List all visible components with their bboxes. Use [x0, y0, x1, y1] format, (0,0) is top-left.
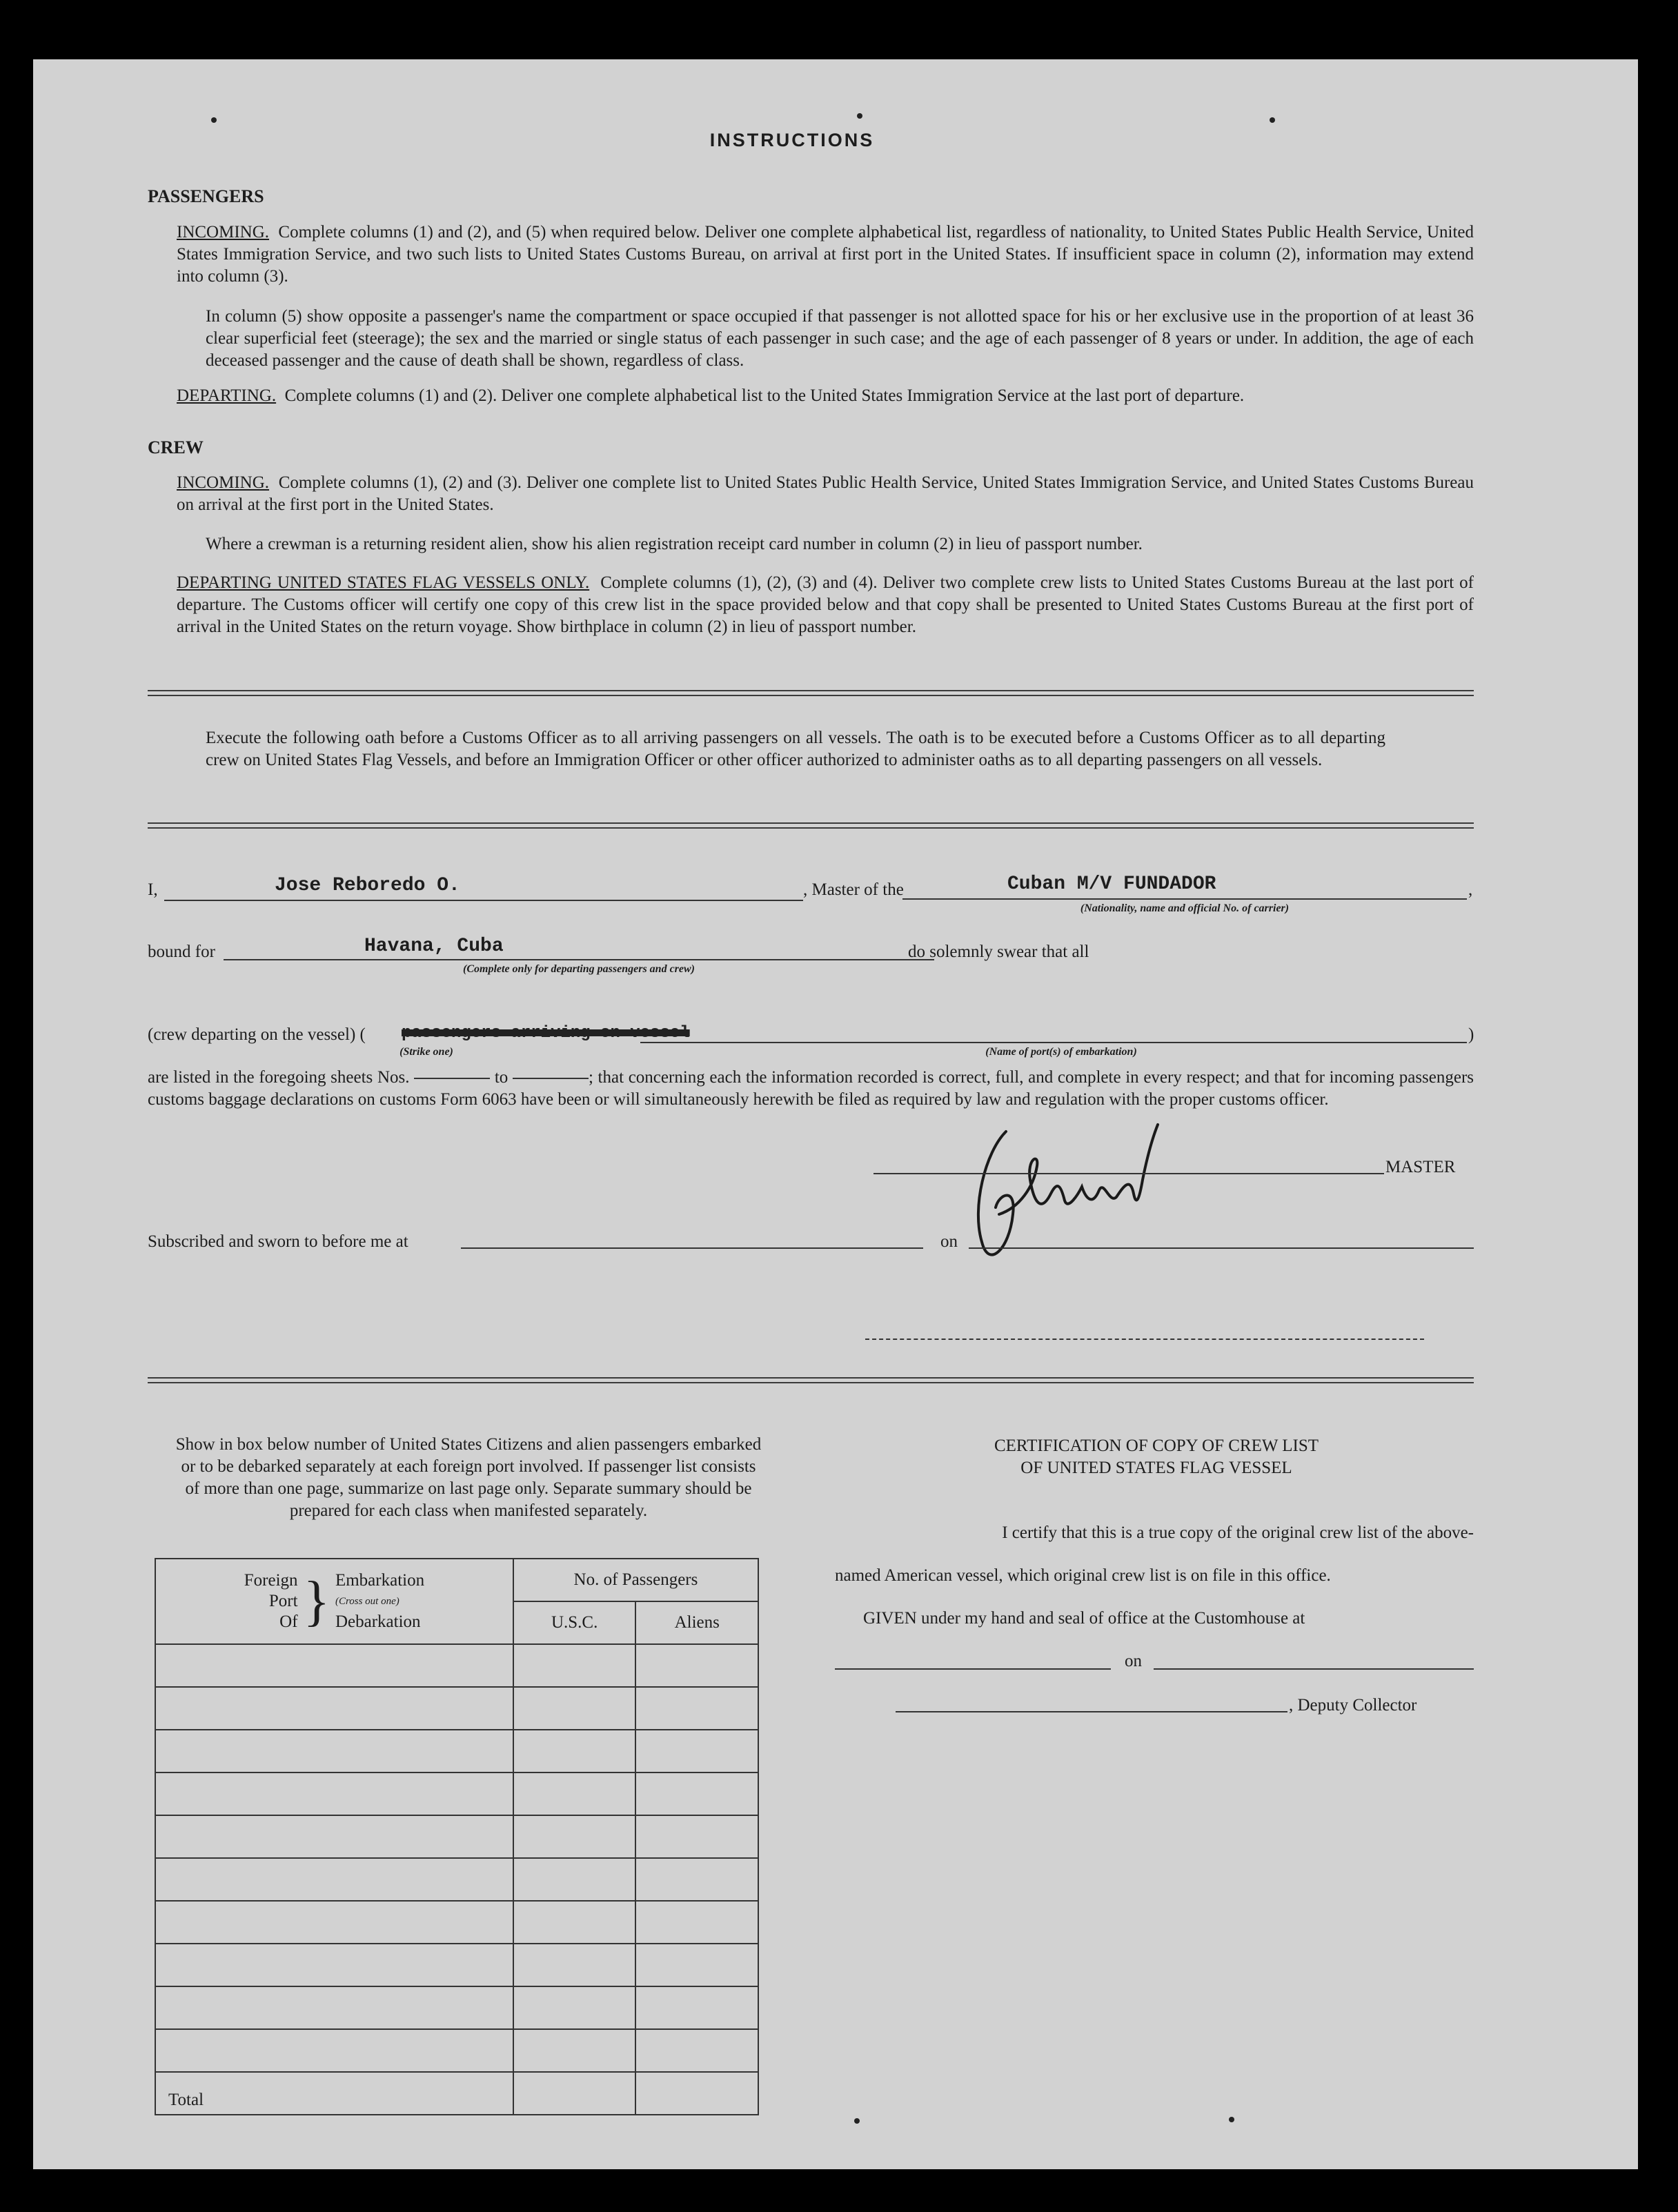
- port-cell[interactable]: [155, 1944, 513, 1986]
- crew-incoming-label: INCOMING.: [177, 473, 270, 492]
- listed-text-b: to: [494, 1068, 509, 1087]
- destination[interactable]: Havana, Cuba: [364, 936, 504, 957]
- punch-dot: [857, 113, 862, 119]
- aliens-cell[interactable]: [635, 1815, 758, 1858]
- total-label: Total: [155, 2072, 513, 2115]
- vessel-caption: (Nationality, name and official No. of carrier): [1080, 902, 1290, 914]
- subscribed-place-line[interactable]: [461, 1247, 923, 1249]
- usc-cell[interactable]: [513, 1687, 636, 1730]
- sheet-from-blank[interactable]: [414, 1078, 490, 1079]
- bound-for-label: bound for: [148, 942, 215, 961]
- passenger-summary-table: [155, 1558, 759, 2115]
- form-sheet: [33, 59, 1638, 2169]
- port-cell[interactable]: [155, 1858, 513, 1901]
- sheet-to-blank[interactable]: [513, 1078, 589, 1079]
- swear-text: do solemnly swear that all: [908, 942, 1089, 961]
- crew-departing-text: Complete columns (1), (2), (3) and (4). Deliver two complete crew lists to United States Customs Bureau at the last port of departure. The Customs officer will certify one copy of this crew list in the space provided below and that copy shall be presented to United States Customs Bureau at the first port of arrival in the United States on the return voyage. Show birthplace in column (2) in lieu of passport number.: [177, 573, 1474, 636]
- punch-dot: [1229, 2117, 1234, 2122]
- port-cell[interactable]: [155, 1730, 513, 1772]
- table-row: [155, 1644, 758, 1687]
- table-row: [155, 1815, 758, 1858]
- port-cell[interactable]: [155, 1772, 513, 1815]
- punch-dot: [1270, 117, 1275, 123]
- port-cell[interactable]: [155, 1644, 513, 1687]
- cert-date-line[interactable]: [1154, 1668, 1474, 1670]
- punch-dot: [211, 117, 217, 123]
- aliens-cell[interactable]: [635, 2029, 758, 2072]
- aliens-cell[interactable]: [635, 1901, 758, 1944]
- cert-on-label: on: [1125, 1652, 1142, 1670]
- passengers-header: No. of Passengers: [513, 1559, 758, 1601]
- col-foreign: Foreign: [244, 1571, 298, 1590]
- usc-cell[interactable]: [513, 2029, 636, 2072]
- master-of-label: , Master of the: [803, 880, 904, 899]
- divider: [148, 822, 1474, 829]
- col-cross-out: (Cross out one): [335, 1596, 399, 1607]
- master-name-line: [164, 900, 803, 901]
- usc-cell[interactable]: [513, 1944, 636, 1986]
- aliens-cell[interactable]: [635, 1644, 758, 1687]
- cert-place-line[interactable]: [835, 1668, 1111, 1670]
- crew-departing-label: DEPARTING UNITED STATES FLAG VESSELS ONLY.: [177, 573, 590, 592]
- aliens-cell[interactable]: [635, 1944, 758, 1986]
- usc-cell[interactable]: [513, 1772, 636, 1815]
- usc-cell[interactable]: [513, 1815, 636, 1858]
- departing-text: Complete columns (1) and (2). Deliver one complete alphabetical list to the United States Immigration Service at the last port of departure.: [284, 386, 1245, 405]
- table-row: [155, 1687, 758, 1730]
- usc-cell[interactable]: [513, 1644, 636, 1687]
- passengers-departing: [177, 385, 1474, 407]
- listed-text-c: ; that concerning each the information recorded is correct, full, and complete in every respect; and that for incoming passengers customs baggage declarations on customs Form 6063 have been or will simultaneously herewith be filed as required by law and regulation with the proper customs officer.: [148, 1068, 1474, 1109]
- table-row: [155, 2029, 758, 2072]
- table-row: [155, 1944, 758, 1986]
- strike-caption: (Strike one): [399, 1046, 453, 1058]
- aliens-cell[interactable]: [635, 1986, 758, 2029]
- port-cell[interactable]: [155, 1901, 513, 1944]
- divider: [148, 1377, 1474, 1383]
- subscribed-label: Subscribed and sworn to before me at: [148, 1232, 408, 1251]
- crew-resident-text: Where a crewman is a returning resident alien, show his alien registration receipt card number in column (2) in lieu of passport number.: [206, 535, 1143, 553]
- crew-departing: [177, 572, 1474, 638]
- cert-text-line1: I certify that this is a true copy of the original crew list of the above-: [1002, 1523, 1474, 1542]
- port-cell[interactable]: [155, 2029, 513, 2072]
- ports-caption: (Name of port(s) of embarkation): [985, 1046, 1137, 1058]
- struck-out-option: [402, 1024, 690, 1043]
- table-row: [155, 1730, 758, 1772]
- crew-incoming-text: Complete columns (1), (2) and (3). Deliver one complete list to United States Public Health Service, United States Immigration Service, and United States Customs Bureau on arrival at the first port in the United States.: [177, 473, 1474, 514]
- certification-title: [858, 1435, 1454, 1479]
- close-paren: ): [1468, 1025, 1474, 1044]
- listed-text-a: are listed in the foregoing sheets Nos.: [148, 1068, 410, 1087]
- aliens-cell[interactable]: [635, 1772, 758, 1815]
- deputy-signature-line[interactable]: [896, 1711, 1287, 1712]
- i-label: I,: [148, 880, 158, 899]
- divider: [148, 690, 1474, 696]
- total-row: [155, 2072, 758, 2115]
- departing-label: DEPARTING.: [177, 386, 277, 405]
- port-cell[interactable]: [155, 1986, 513, 2029]
- vessel-line: [902, 898, 1467, 900]
- usc-total-cell[interactable]: [513, 2072, 636, 2115]
- aliens-cell[interactable]: [635, 1687, 758, 1730]
- incoming-text: Complete columns (1) and (2), and (5) when required below. Deliver one complete alphabetical list, regardless of nationality, to United States Public Health Service, United States Immigration Service, and two such lists to United States Customs Bureau, on arrival at first port in the United States. If insufficient space in column (2), information may extend into column (3).: [177, 223, 1474, 286]
- passengers-incoming: [177, 221, 1474, 288]
- col-port: Port: [268, 1592, 298, 1610]
- table-row: [155, 1772, 758, 1815]
- cert-title-line1: CERTIFICATION OF COPY OF CREW LIST: [994, 1436, 1319, 1455]
- master-signature-line: [873, 1173, 1384, 1174]
- on-label: on: [940, 1232, 958, 1251]
- col-debarkation: Debarkation: [335, 1612, 421, 1631]
- port-header: [155, 1559, 513, 1644]
- crew-departing-label: (crew departing on the vessel) (: [148, 1025, 366, 1044]
- struck-text: passengers arriving on vessel: [402, 1024, 690, 1043]
- usc-cell[interactable]: [513, 1858, 636, 1901]
- vessel-name[interactable]: Cuban M/V FUNDADOR: [1007, 873, 1216, 895]
- crew-heading: CREW: [148, 437, 204, 457]
- aliens-cell[interactable]: [635, 1858, 758, 1901]
- oath-instructions: Execute the following oath before a Customs Officer as to all arriving passengers on all vessels. The oath is to be executed before a Customs Officer as to all departing crew on United States Flag Vessels, and before an Immigration Officer or other officer authorized to administer oaths as to all departing passengers on all vessels.: [206, 729, 1385, 769]
- officer-signature-line[interactable]: [865, 1339, 1424, 1340]
- cert-title-line2: OF UNITED STATES FLAG VESSEL: [1020, 1459, 1292, 1477]
- usc-cell[interactable]: [513, 1730, 636, 1772]
- summary-instructions: Show in box below number of United States Citizens and alien passengers embarked or to be debarked separately at each foreign port involved. If passenger list consists of more than one page, summarize on last page only. Separate summary should be prepared for each class when manifested separately.: [175, 1435, 762, 1520]
- usc-header: U.S.C.: [513, 1601, 636, 1644]
- table-row: [155, 1986, 758, 2029]
- usc-cell[interactable]: [513, 1986, 636, 2029]
- aliens-cell[interactable]: [635, 1730, 758, 1772]
- column5-text: In column (5) show opposite a passenger's name the compartment or space occupied if that passenger is not allotted space for his or her exclusive use in the proportion of at least 36 clear superficial feet (steerage); the sex and the married or single status of each passenger in such case; and the age of each passenger of 8 years or under. In addition, the age of each deceased passenger and the cause of death shall be shown, regardless of class.: [206, 307, 1474, 370]
- crew-incoming: [177, 472, 1474, 516]
- destination-line: [224, 959, 934, 960]
- master-name[interactable]: Jose Reboredo O.: [275, 875, 460, 896]
- aliens-header: Aliens: [635, 1601, 758, 1644]
- passengers-heading: PASSENGERS: [148, 186, 264, 206]
- brace-icon: }: [303, 1571, 330, 1632]
- ports-line: [640, 1042, 1467, 1043]
- table-row: [155, 1858, 758, 1901]
- destination-caption: (Complete only for departing passengers and crew): [463, 963, 695, 975]
- col-of: Of: [279, 1612, 298, 1631]
- subscribed-date-line[interactable]: [969, 1247, 1474, 1249]
- oath-listed-text: [148, 1067, 1474, 1111]
- cert-text-line2: named American vessel, which original crew list is on file in this office.: [835, 1566, 1331, 1585]
- port-cell[interactable]: [155, 1687, 513, 1730]
- cert-given-text: GIVEN under my hand and seal of office at the Customhouse at: [863, 1609, 1305, 1628]
- comma: ,: [1468, 880, 1473, 899]
- punch-dot: [854, 2118, 860, 2124]
- incoming-label: INCOMING.: [177, 223, 270, 241]
- master-label: MASTER: [1385, 1158, 1456, 1176]
- deputy-label: , Deputy Collector: [1289, 1696, 1417, 1715]
- page-title: INSTRUCTIONS: [709, 130, 875, 150]
- usc-cell[interactable]: [513, 1901, 636, 1944]
- port-cell[interactable]: [155, 1815, 513, 1858]
- col-embarkation: Embarkation: [335, 1571, 425, 1590]
- master-signature: [958, 1111, 1234, 1290]
- table-row: [155, 1901, 758, 1944]
- aliens-total-cell[interactable]: [635, 2072, 758, 2115]
